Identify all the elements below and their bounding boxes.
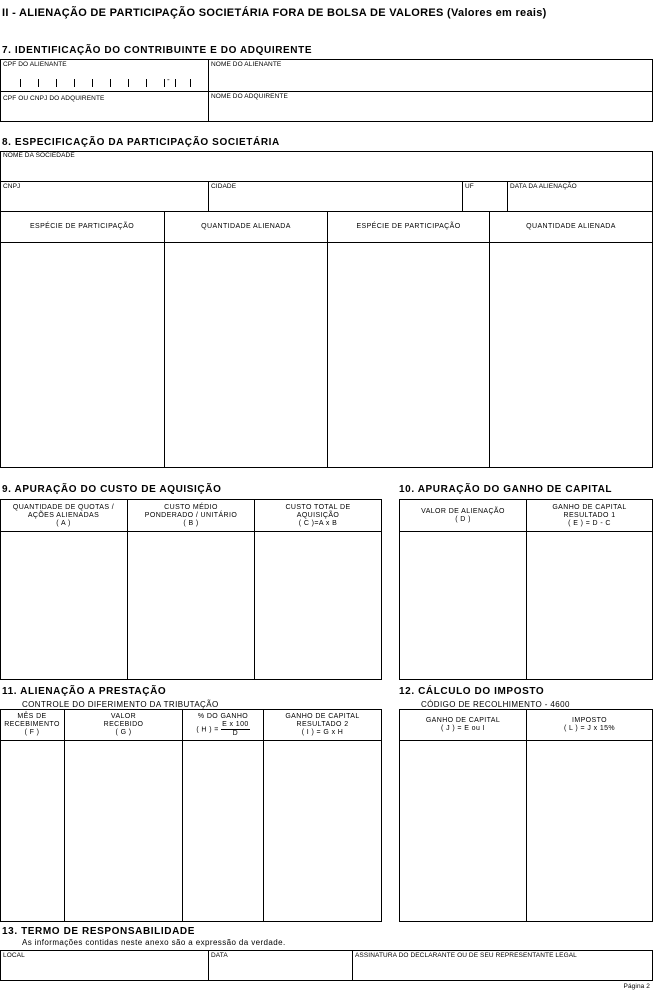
col-b-header: CUSTO MÉDIO PONDERADO / UNITÁRIO ( B ) bbox=[144, 503, 238, 527]
cpf-dash: - bbox=[167, 75, 170, 84]
uf-label: UF bbox=[465, 183, 474, 190]
section-13-title: 13. TERMO DE RESPONSABILIDADE bbox=[2, 926, 195, 937]
col-f-input[interactable] bbox=[1, 741, 64, 921]
data-label: DATA bbox=[211, 952, 228, 959]
col-especie-2: ESPÉCIE DE PARTICIPAÇÃO bbox=[356, 223, 461, 230]
col-h-input[interactable] bbox=[183, 741, 263, 921]
col-c-input[interactable] bbox=[255, 532, 381, 679]
nome-alienante-label: NOME DO ALIENANTE bbox=[211, 61, 282, 68]
especie-1-input[interactable] bbox=[1, 243, 164, 467]
col-i-header: GANHO DE CAPITAL RESULTADO 2 ( I ) = G x H bbox=[285, 713, 360, 736]
assinatura-field[interactable] bbox=[353, 951, 652, 980]
nome-sociedade-label: NOME DA SOCIEDADE bbox=[3, 152, 75, 159]
especie-2-input[interactable] bbox=[328, 243, 489, 467]
col-g-input[interactable] bbox=[65, 741, 182, 921]
cpf-alienante-field[interactable] bbox=[0, 59, 208, 91]
data-alienacao-label: DATA DA ALIENAÇÃO bbox=[510, 183, 577, 190]
col-quantidade-2: QUANTIDADE ALIENADA bbox=[526, 223, 616, 230]
col-j-header: GANHO DE CAPITAL ( J ) = E ou I bbox=[425, 717, 501, 732]
h-formula-fraction: $\frac{\text{E x 100}}{D}$ bbox=[222, 720, 249, 737]
section-11-title: 11. ALIENAÇÃO A PRESTAÇÃO bbox=[2, 686, 167, 697]
section-8-title: 8. ESPECIFICAÇÃO DA PARTICIPAÇÃO SOCIETÁRIA bbox=[2, 137, 280, 148]
cpf-alienante-label: CPF DO ALIENANTE bbox=[3, 61, 67, 68]
col-j-input[interactable] bbox=[400, 741, 526, 921]
col-c-header: CUSTO TOTAL DE AQUISIÇÃO ( C )=A x B bbox=[285, 503, 351, 527]
col-b-input[interactable] bbox=[128, 532, 254, 679]
local-field[interactable] bbox=[1, 951, 208, 980]
data-alienacao-field[interactable] bbox=[508, 182, 652, 211]
section-12-title: 12. CÁLCULO DO IMPOSTO bbox=[399, 686, 545, 697]
section-12-subtitle: CÓDIGO DE RECOLHIMENTO - 4600 bbox=[421, 700, 570, 709]
section-11-subtitle: CONTROLE DO DIFERIMENTO DA TRIBUTAÇÃO bbox=[22, 700, 219, 709]
uf-field[interactable] bbox=[463, 182, 507, 211]
col-f-header: MÊS DE RECEBIMENTO ( F ) bbox=[4, 713, 60, 736]
col-d-header: VALOR DE ALIENAÇÃO ( D ) bbox=[421, 507, 505, 523]
quantidade-1-input[interactable] bbox=[165, 243, 327, 467]
col-l-input[interactable] bbox=[527, 741, 652, 921]
page-number: Página 2 bbox=[623, 983, 650, 990]
quantidade-2-input[interactable] bbox=[490, 243, 652, 467]
nome-sociedade-field[interactable] bbox=[1, 152, 652, 181]
col-a-input[interactable] bbox=[1, 532, 127, 679]
col-i-input[interactable] bbox=[264, 741, 381, 921]
section-10-title: 10. APURAÇÃO DO GANHO DE CAPITAL bbox=[399, 484, 613, 495]
data-field[interactable] bbox=[209, 951, 352, 980]
cidade-field[interactable] bbox=[209, 182, 462, 211]
page-title: II - ALIENAÇÃO DE PARTICIPAÇÃO SOCIETÁRIA FORA DE BOLSA DE VALORES (Valores em reais) bbox=[2, 7, 547, 19]
cpf-adquirente-label: CPF OU CNPJ DO ADQUIRENTE bbox=[3, 95, 105, 102]
section-7-title: 7. IDENTIFICAÇÃO DO CONTRIBUINTE E DO ADQUIRENTE bbox=[2, 45, 313, 56]
col-h-header: % DO GANHO ( H ) = $\frac{\text{E x 100}}{D}$ bbox=[196, 712, 249, 737]
section-9-title: 9. APURAÇÃO DO CUSTO DE AQUISIÇÃO bbox=[2, 484, 222, 495]
cnpj-field[interactable] bbox=[1, 182, 208, 211]
responsibility-statement: As informações contidas neste anexo são a expressão da verdade. bbox=[22, 938, 286, 947]
local-label: LOCAL bbox=[3, 952, 25, 959]
col-l-header: IMPOSTO ( L ) = J x 15% bbox=[563, 717, 616, 732]
col-g-header: VALOR RECEBIDO ( G ) bbox=[103, 713, 144, 736]
cidade-label: CIDADE bbox=[211, 183, 237, 190]
col-e-input[interactable] bbox=[527, 532, 652, 679]
nome-adquirente-field[interactable] bbox=[209, 92, 652, 121]
col-e-header: GANHO DE CAPITAL RESULTADO 1 ( E ) = D - C bbox=[552, 503, 627, 527]
col-a-header: QUANTIDADE DE QUOTAS / AÇÕES ALIENADAS ( A ) bbox=[12, 503, 115, 527]
col-quantidade-1: QUANTIDADE ALIENADA bbox=[201, 223, 291, 230]
cnpj-label: CNPJ bbox=[3, 183, 21, 190]
nome-alienante-field[interactable] bbox=[209, 60, 652, 91]
assinatura-label: ASSINATURA DO DECLARANTE OU DE SEU REPRESENTANTE LEGAL bbox=[355, 952, 577, 959]
nome-adquirente-label: NOME DO ADQUIRENTE bbox=[211, 93, 288, 100]
col-especie-1: ESPÉCIE DE PARTICIPAÇÃO bbox=[29, 223, 135, 230]
col-d-input[interactable] bbox=[400, 532, 526, 679]
cpf-adquirente-field[interactable] bbox=[1, 92, 208, 121]
